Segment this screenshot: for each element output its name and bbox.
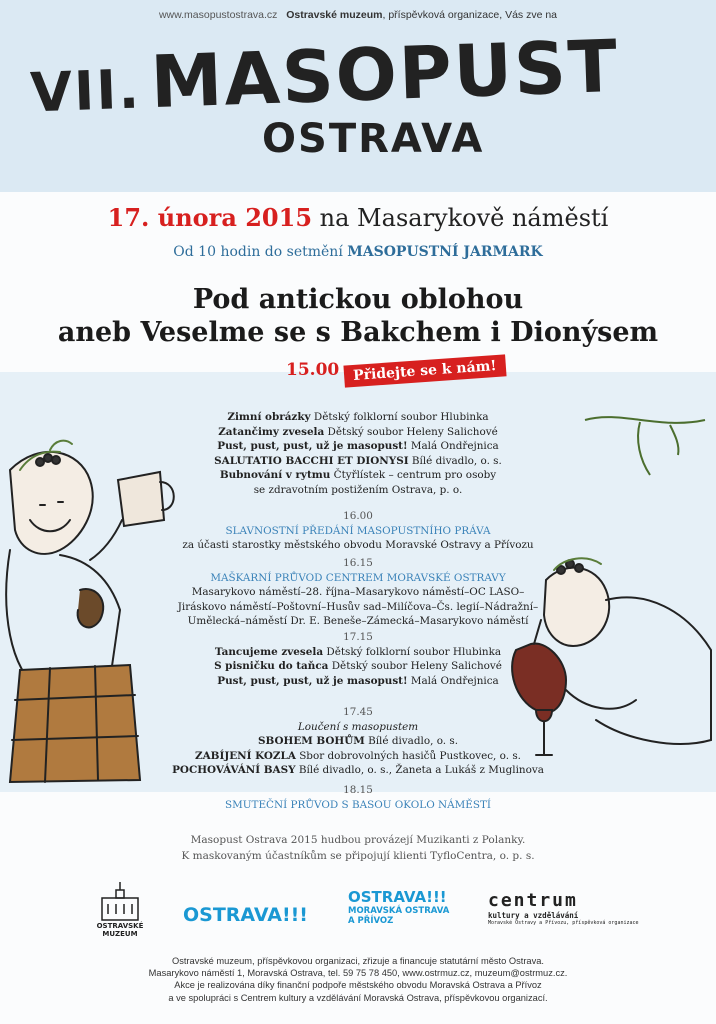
program-block-2 bbox=[150, 509, 566, 553]
program-item bbox=[150, 439, 566, 454]
item-desc: Malá Ondřejnica bbox=[407, 674, 499, 687]
program-item bbox=[150, 674, 566, 689]
time-1615: 16.15 bbox=[343, 557, 373, 569]
program-item bbox=[150, 749, 566, 764]
headline-line-1: Pod antickou oblohou bbox=[192, 284, 524, 315]
item-name: SBOHEM BOHŮM bbox=[257, 735, 365, 748]
fine-print-line: a ve spolupráci s Centrem kultury a vzdělávání Moravská Ostrava, příspěvkovou organizací. bbox=[168, 992, 548, 1003]
program-block-parade bbox=[150, 556, 566, 629]
fine-print-line: Ostravské muzeum, příspěvkovou organizaci, zřizuje a financuje statutární město Ostrava. bbox=[171, 956, 545, 966]
ostrava-district-logo[interactable] bbox=[348, 888, 449, 926]
centrum-logo-sub2: Moravské Ostravy a Přívozu, příspěvková organizace bbox=[488, 920, 639, 926]
item-desc: Bílé divadlo, o. s. bbox=[408, 454, 502, 467]
museum-building-icon bbox=[96, 880, 144, 922]
invitation-text: , příspěvková organizace, Vás zve na bbox=[382, 9, 558, 21]
handover-heading: SLAVNOSTNÍ PŘEDÁNÍ MASOPUSTNÍHO PRÁVA bbox=[225, 524, 491, 537]
time-1815: 18.15 bbox=[343, 784, 373, 796]
district-logo-sub2: A PŘÍVOZ bbox=[348, 916, 394, 926]
program-item bbox=[150, 454, 566, 469]
centrum-logo-main: centrum bbox=[488, 890, 578, 911]
item-name: SALUTATIO BACCHI ET DIONYSI bbox=[214, 454, 409, 467]
funeral-procession-heading: SMUTEČNÍ PRŮVOD S BASOU OKOLO NÁMĚSTÍ bbox=[225, 798, 491, 811]
item-name: S pisničku do taňca bbox=[214, 660, 329, 673]
program-item bbox=[150, 645, 566, 660]
item-name: Tancujeme zvesela bbox=[214, 645, 324, 658]
program-block-1 bbox=[150, 410, 566, 498]
program-item bbox=[150, 659, 566, 674]
museum-logo-line2: MUZEUM bbox=[102, 930, 138, 938]
parade-route: Masarykovo náměstí–28. října–Masarykovo náměstí–OC LASO– bbox=[191, 586, 525, 599]
district-logo-sub1: MORAVSKÁ OSTRAVA bbox=[348, 906, 450, 916]
join-us-stamp: Přidejte se k nám! bbox=[343, 354, 506, 387]
ostrava-city-logo[interactable]: OSTRAVA!!! bbox=[183, 904, 308, 926]
program-block-5 bbox=[150, 783, 566, 812]
grapevine-decoration bbox=[580, 400, 710, 490]
headline-line-2: aneb Veselme se s Bakchem i Dionýsem bbox=[57, 317, 659, 348]
program-item bbox=[150, 763, 566, 778]
invitation-line bbox=[0, 9, 716, 21]
organizer-name: Ostravské muzeum bbox=[286, 9, 383, 21]
item-name: ZABÍJENÍ KOZLA bbox=[195, 749, 296, 762]
title-city: OSTRAVA bbox=[262, 116, 485, 162]
website-link[interactable]: www.masopustostrava.cz bbox=[158, 9, 278, 21]
fine-print-line: Masarykovo náměstí 1, Moravská Ostrava, tel. 59 75 78 450, www.ostrmuz.cz, muzeum@ostrmuz.cz. bbox=[148, 968, 568, 979]
item-desc: Dětský soubor Heleny Salichové bbox=[328, 660, 502, 673]
fine-print bbox=[0, 955, 716, 1004]
parade-route: Jiráskovo náměstí–Poštovní–Husův sad–Milíčova–Čs. legií–Nádražní– bbox=[177, 600, 539, 613]
fair-line bbox=[0, 244, 716, 260]
item-desc: Bílé divadlo, o. s. bbox=[364, 735, 459, 748]
item-desc: Dětský folklorní soubor Hlubinka bbox=[310, 411, 489, 423]
event-place: na Masarykově náměstí bbox=[312, 204, 609, 232]
item-name: Zimní obrázky bbox=[227, 411, 311, 423]
date-place-line bbox=[0, 203, 716, 232]
item-desc: Dětský folklorní soubor Hlubinka bbox=[323, 645, 502, 658]
poster-title bbox=[29, 23, 621, 129]
footer-notes bbox=[0, 832, 716, 864]
program-item bbox=[150, 734, 566, 749]
item-name: Zatančimy zvesela bbox=[218, 425, 325, 438]
item-name: Pust, pust, pust, už je masopust! bbox=[217, 674, 408, 687]
program-block-3 bbox=[150, 630, 566, 688]
program-block-4 bbox=[150, 705, 566, 778]
district-logo-main: OSTRAVA!!! bbox=[348, 888, 447, 906]
program-item bbox=[150, 410, 566, 425]
edition-number: VII. bbox=[29, 57, 142, 125]
handover-desc: za účasti starostky městského obvodu Moravské Ostravy a Přívozu bbox=[182, 539, 534, 552]
footer-tyflo: K maskovaným účastníkům se připojují klienti TyfloCentra, o. p. s. bbox=[181, 850, 535, 862]
parade-heading: MAŠKARNÍ PRŮVOD CENTREM MORAVSKÉ OSTRAVY bbox=[210, 571, 506, 584]
title-masopust: MASOPUST bbox=[149, 23, 621, 125]
item-name: POCHOVÁVÁNÍ BASY bbox=[172, 764, 296, 777]
fair-time: Od 10 hodin do setmění bbox=[173, 244, 348, 260]
item-desc: se zdravotním postižením Ostrava, p. o. bbox=[253, 483, 463, 496]
ostrava-museum-logo[interactable] bbox=[96, 880, 144, 942]
parade-route: Umělecká–náměstí Dr. E. Beneše–Zámecká–Masarykovo náměstí bbox=[187, 615, 529, 628]
item-desc: Malá Ondřejnica bbox=[407, 440, 499, 453]
item-desc: Bílé divadlo, o. s., Žaneta a Lukáš z Muglinova bbox=[295, 764, 544, 777]
start-time: 15.00 bbox=[286, 360, 340, 380]
time-1745: 17.45 bbox=[343, 706, 373, 718]
item-name: Pust, pust, pust, už je masopust! bbox=[217, 440, 408, 453]
item-desc: Sbor dobrovolných hasičů Pustkovec, o. s. bbox=[295, 749, 521, 762]
time-1600: 16.00 bbox=[343, 510, 373, 522]
item-name: Bubnování v rytmu bbox=[219, 469, 331, 482]
footer-music: Masopust Ostrava 2015 hudbou provázejí Muzikanti z Polanky. bbox=[190, 834, 526, 846]
item-desc: Čtyřlístek – centrum pro osoby bbox=[330, 469, 497, 482]
partner-logos bbox=[0, 880, 716, 950]
fine-print-line: Akce je realizována díky finanční podpoře městského obvodu Moravská Ostrava a Přívoz bbox=[174, 980, 542, 991]
program-item bbox=[150, 483, 566, 498]
museum-logo-line1: OSTRAVSKÉ bbox=[96, 922, 144, 930]
farewell-heading: Loučení s masopustem bbox=[297, 720, 419, 733]
fair-name: MASOPUSTNÍ JARMARK bbox=[347, 244, 543, 260]
event-date: 17. února 2015 bbox=[107, 203, 313, 232]
program-item bbox=[150, 468, 566, 483]
time-1715: 17.15 bbox=[343, 631, 373, 643]
headline bbox=[0, 283, 716, 349]
program-item bbox=[150, 425, 566, 440]
centrum-logo-sub: kultury a vzdělávání bbox=[488, 911, 579, 920]
centrum-logo[interactable] bbox=[488, 890, 639, 926]
item-desc: Dětský soubor Heleny Salichové bbox=[324, 425, 498, 438]
